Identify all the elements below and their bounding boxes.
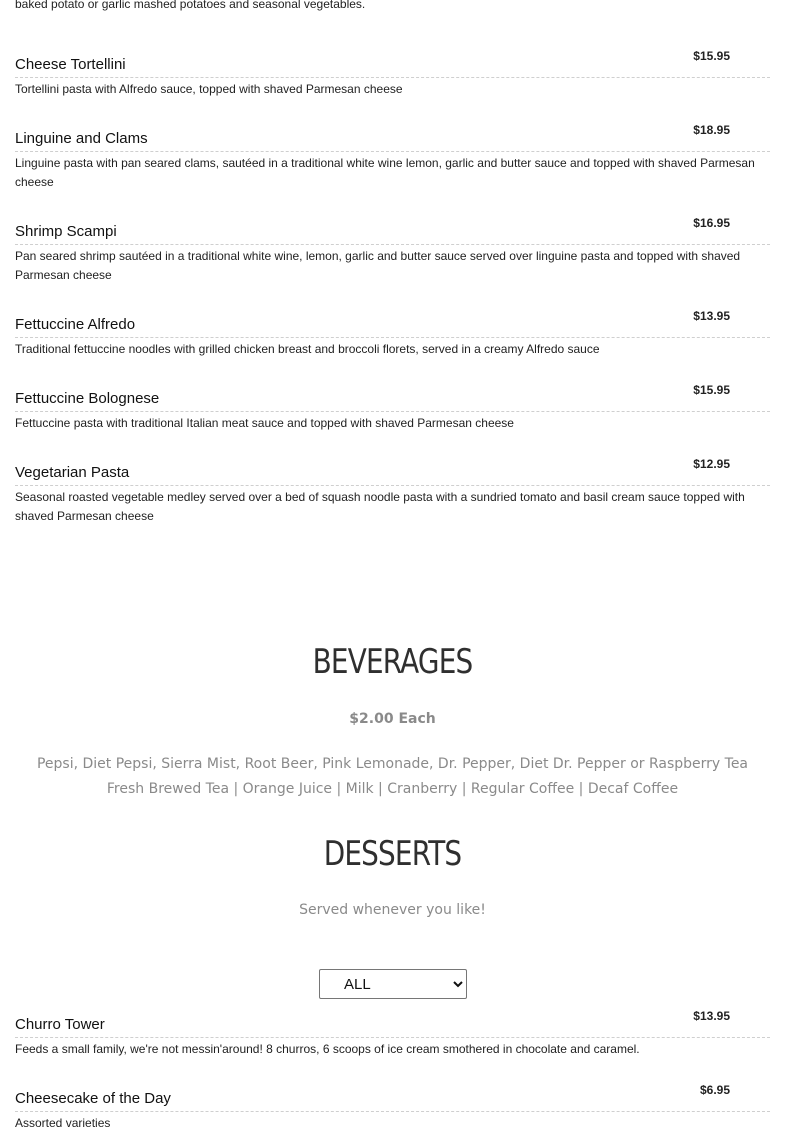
item-description: Traditional fettuccine noodles with grilled chicken breast and broccoli florets, served in a creamy Alfredo sauce <box>15 342 600 356</box>
menu-item <box>15 216 770 285</box>
item-price: $15.95 <box>693 49 730 63</box>
item-name: Shrimp Scampi <box>15 223 117 240</box>
item-description: Tortellini pasta with Alfredo sauce, topped with shaved Parmesan cheese <box>15 82 403 96</box>
menu-item <box>15 309 770 359</box>
menu-item <box>15 1083 770 1133</box>
desserts-heading: DESSERTS <box>323 834 462 874</box>
item-description: Fettuccine pasta with traditional Italian meat sauce and topped with shaved Parmesan cheese <box>15 416 514 430</box>
beverages-heading: BEVERAGES <box>312 642 473 682</box>
item-price: $15.95 <box>693 383 730 397</box>
item-price: $13.95 <box>693 1009 730 1023</box>
item-name: Fettuccine Alfredo <box>15 316 136 333</box>
item-name: Cheesecake of the Day <box>15 1090 171 1107</box>
item-price: $16.95 <box>693 216 730 230</box>
item-price: $13.95 <box>693 309 730 323</box>
beverages-price-note: $2.00 Each <box>349 711 436 727</box>
menu-item <box>15 457 770 526</box>
item-name: Vegetarian Pasta <box>15 464 130 481</box>
item-description: Linguine pasta with pan seared clams, sautéed in a traditional white wine lemon, garlic and butter sauce and topped with shaved Parmesan cheese <box>15 156 755 189</box>
item-description: Feeds a small family, we're not messin'around! 8 churros, 6 scoops of ice cream smothered in chocolate and caramel. <box>15 1042 640 1056</box>
menu-item <box>15 123 770 192</box>
desserts-subtitle: Served whenever you like! <box>299 902 486 918</box>
item-description: Pan seared shrimp sautéed in a traditional white wine, lemon, garlic and butter sauce served over linguine pasta and topped with shaved Parmesan cheese <box>15 249 741 282</box>
menu-item <box>15 49 770 99</box>
menu-item <box>15 1009 770 1059</box>
item-name: Fettuccine Bolognese <box>15 390 160 407</box>
previous-item-description: baked potato or garlic mashed potatoes and seasonal vegetables. <box>15 0 366 11</box>
item-price: $18.95 <box>693 123 730 137</box>
item-name: Cheese Tortellini <box>15 56 126 73</box>
beverages-list-other: Fresh Brewed Tea | Orange Juice | Milk | Cranberry | Regular Coffee | Decaf Coffee <box>106 781 679 797</box>
dessert-filter-select[interactable] <box>319 969 467 999</box>
item-description: Assorted varieties <box>15 1116 111 1130</box>
menu-item <box>15 383 770 433</box>
item-description: Seasonal roasted vegetable medley served over a bed of squash noodle pasta with a sundried tomato and basil cream sauce topped with shaved Parmesan cheese <box>15 490 745 523</box>
item-price: $12.95 <box>693 457 730 471</box>
dessert-filter-wrap <box>319 969 465 998</box>
beverages-list-soda: Pepsi, Diet Pepsi, Sierra Mist, Root Beer, Pink Lemonade, Dr. Pepper, Diet Dr. Pepper or Raspberry Tea <box>36 756 749 772</box>
item-name: Churro Tower <box>15 1016 105 1033</box>
item-price: $6.95 <box>699 1083 730 1097</box>
item-name: Linguine and Clams <box>15 130 148 147</box>
